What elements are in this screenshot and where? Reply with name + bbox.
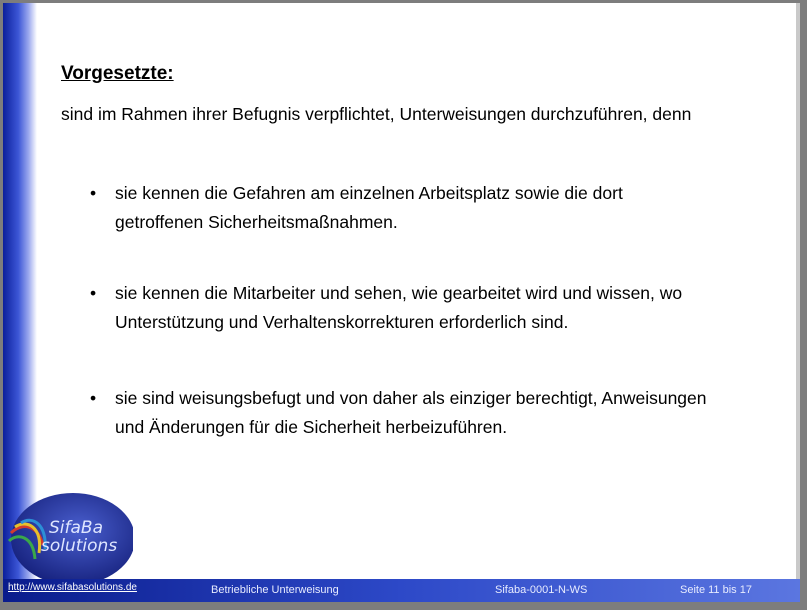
slide-heading: Vorgesetzte:	[61, 63, 174, 84]
logo-text-line: solutions	[41, 536, 118, 556]
bullet-dot: •	[90, 388, 97, 408]
bullet-dot: •	[90, 183, 97, 203]
sifaba-logo	[3, 493, 133, 581]
bullet-text-line: getroffenen Sicherheitsmaßnahmen.	[115, 212, 398, 232]
bullet-item	[87, 384, 787, 442]
slide-intro: sind im Rahmen ihrer Befugnis verpflichtet, Unterweisungen durchzuführen, denn	[61, 104, 692, 124]
bullet-item	[87, 279, 787, 337]
logo-text-line: SifaBa	[49, 518, 103, 538]
footer-title: Betriebliche Unterweisung	[211, 584, 339, 596]
bullet-text-line: sie kennen die Mitarbeiter und sehen, wie gearbeitet wird und wissen, wo	[115, 283, 683, 303]
slide	[3, 3, 800, 602]
bullet-item	[87, 179, 787, 237]
right-shadow	[796, 3, 800, 602]
footer-bar	[3, 579, 800, 602]
bullet-text-line: Unterstützung und Verhaltenskorrekturen erforderlich sind.	[115, 312, 569, 332]
bullet-dot: •	[90, 283, 97, 303]
footer-url-link[interactable]: http://www.sifabasolutions.de	[8, 582, 137, 593]
footer-document-code: Sifaba-0001-N-WS	[495, 584, 588, 596]
bullet-text-line: und Änderungen für die Sicherheit herbeizuführen.	[115, 417, 508, 437]
bullet-list	[87, 179, 787, 442]
bullet-text-line: sie kennen die Gefahren am einzelnen Arbeitsplatz sowie die dort	[115, 183, 623, 203]
bullet-text-line: sie sind weisungsbefugt und von daher als einziger berechtigt, Anweisungen	[115, 388, 707, 408]
footer-page-number: Seite 11 bis 17	[680, 584, 752, 596]
